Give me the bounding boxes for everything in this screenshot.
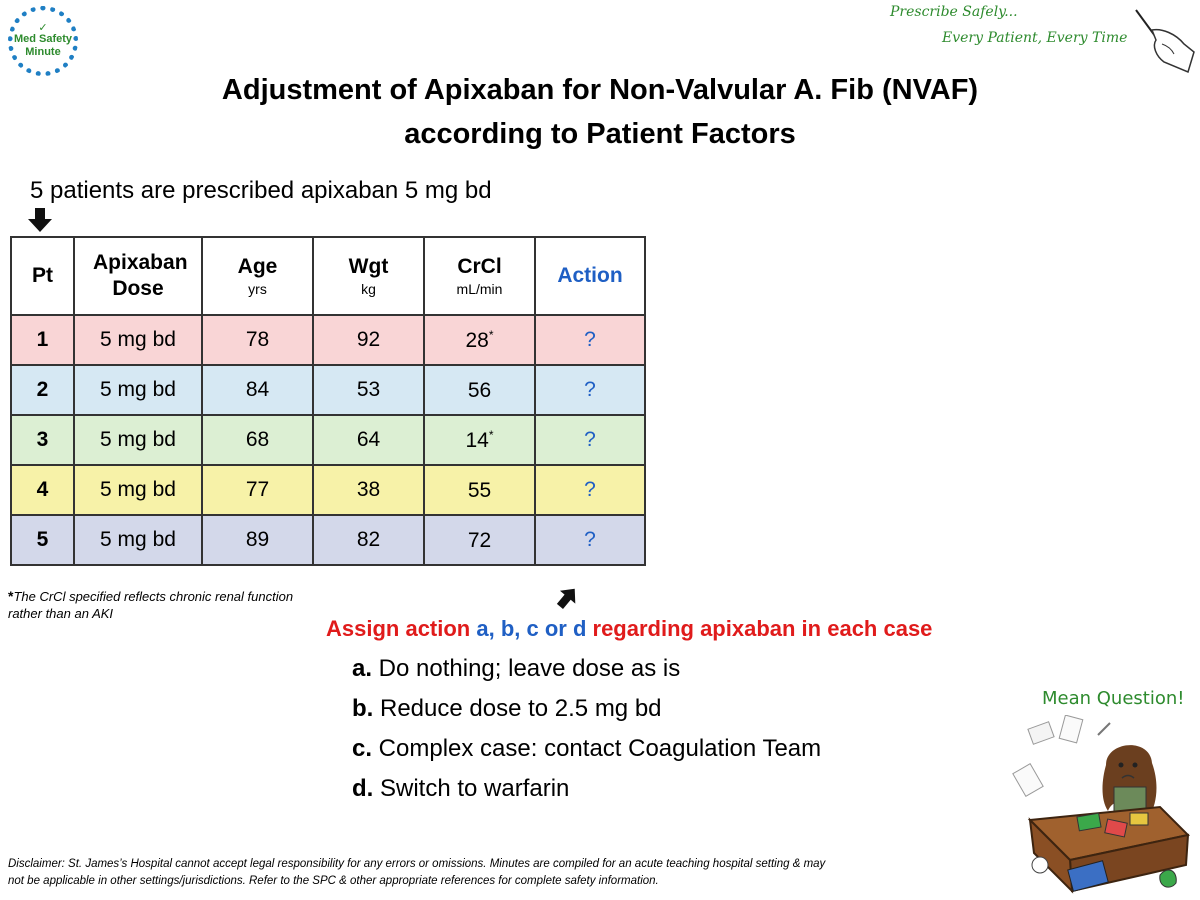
- header-crcl: CrCl mL/min: [424, 237, 535, 315]
- disclaimer: Disclaimer: St. James’s Hospital cannot accept legal responsibility for any errors or omissions. Minutes are compiled for an acute teaching hospital setting & may not be applicable in other settings/jurisdictions. Refer to the SPC & other appropriate references for complete safety information.: [8, 858, 826, 887]
- intro-text: 5 patients are prescribed apixaban 5 mg bd: [30, 177, 492, 204]
- cell-pt: 4: [11, 465, 74, 515]
- logo-line1: Med Safety: [13, 33, 73, 45]
- cell-pt: 3: [11, 415, 74, 465]
- cell-dose: 5 mg bd: [74, 465, 202, 515]
- option-a: a. Do nothing; leave dose as is: [352, 655, 681, 682]
- table-row: [11, 315, 645, 365]
- option-c: c. Complex case: contact Coagulation Team: [352, 735, 822, 762]
- title-line2: according to Patient Factors: [404, 118, 796, 150]
- cell-crcl: 14*: [424, 415, 535, 465]
- title-line1: Adjustment of Apixaban for Non-Valvular A. Fib (NVAF): [221, 74, 979, 106]
- action-options: [352, 652, 821, 812]
- cell-wgt: 38: [313, 465, 424, 515]
- cell-crcl: 72: [424, 515, 535, 565]
- crcl-footnote-marker: *: [488, 327, 494, 342]
- table-row: [11, 365, 645, 415]
- page-title: [0, 68, 1200, 156]
- tagline-line1: Prescribe Safely...: [890, 4, 1018, 20]
- option-b: b. Reduce dose to 2.5 mg bd: [352, 695, 662, 722]
- cell-action: ?: [535, 365, 645, 415]
- cell-dose: 5 mg bd: [74, 315, 202, 365]
- option-d: d. Switch to warfarin: [352, 775, 570, 802]
- cell-wgt: 82: [313, 515, 424, 565]
- cell-age: 78: [202, 315, 313, 365]
- cell-age: 77: [202, 465, 313, 515]
- table-row: [11, 415, 645, 465]
- arrow-down-icon: [26, 206, 54, 234]
- cell-action: ?: [535, 415, 645, 465]
- header-wgt: Wgt kg: [313, 237, 424, 315]
- assign-instruction: Assign action a, b, c or d regarding apixaban in each case: [326, 616, 933, 641]
- logo-line2: Minute: [25, 46, 61, 58]
- cell-dose: 5 mg bd: [74, 515, 202, 565]
- cell-wgt: 64: [313, 415, 424, 465]
- table-row: [11, 515, 645, 565]
- cell-pt: 5: [11, 515, 74, 565]
- cell-action: ?: [535, 315, 645, 365]
- header-action: Action: [535, 237, 645, 315]
- table-row: [11, 465, 645, 515]
- header-pt: Pt: [11, 237, 74, 315]
- cell-dose: 5 mg bd: [74, 365, 202, 415]
- cell-pt: 1: [11, 315, 74, 365]
- cell-dose: 5 mg bd: [74, 415, 202, 465]
- cell-action: ?: [535, 465, 645, 515]
- header-dose: Apixaban Dose: [74, 237, 202, 315]
- cell-crcl: 56: [424, 365, 535, 415]
- arrow-up-icon: [555, 585, 579, 611]
- cell-age: 89: [202, 515, 313, 565]
- table-header-row: [11, 237, 645, 315]
- tagline-line2: Every Patient, Every Time: [942, 30, 1128, 46]
- stressed-woman-desk-cartoon: [1010, 715, 1195, 895]
- tick-icon: ✓: [38, 22, 48, 34]
- crcl-footnote-marker: *: [488, 427, 494, 442]
- cell-age: 68: [202, 415, 313, 465]
- header-age: Age yrs: [202, 237, 313, 315]
- cell-age: 84: [202, 365, 313, 415]
- mean-question-label: Mean Question!: [1042, 688, 1185, 709]
- cell-pt: 2: [11, 365, 74, 415]
- cell-crcl: 28*: [424, 315, 535, 365]
- cell-action: ?: [535, 515, 645, 565]
- patient-table: [10, 236, 646, 566]
- cell-wgt: 92: [313, 315, 424, 365]
- med-safety-minute-logo: [8, 6, 78, 76]
- cell-crcl: 55: [424, 465, 535, 515]
- crcl-footnote: *The CrCl specified reflects chronic renal function rather than an AKI: [8, 588, 294, 621]
- tagline: [890, 4, 1130, 54]
- cell-wgt: 53: [313, 365, 424, 415]
